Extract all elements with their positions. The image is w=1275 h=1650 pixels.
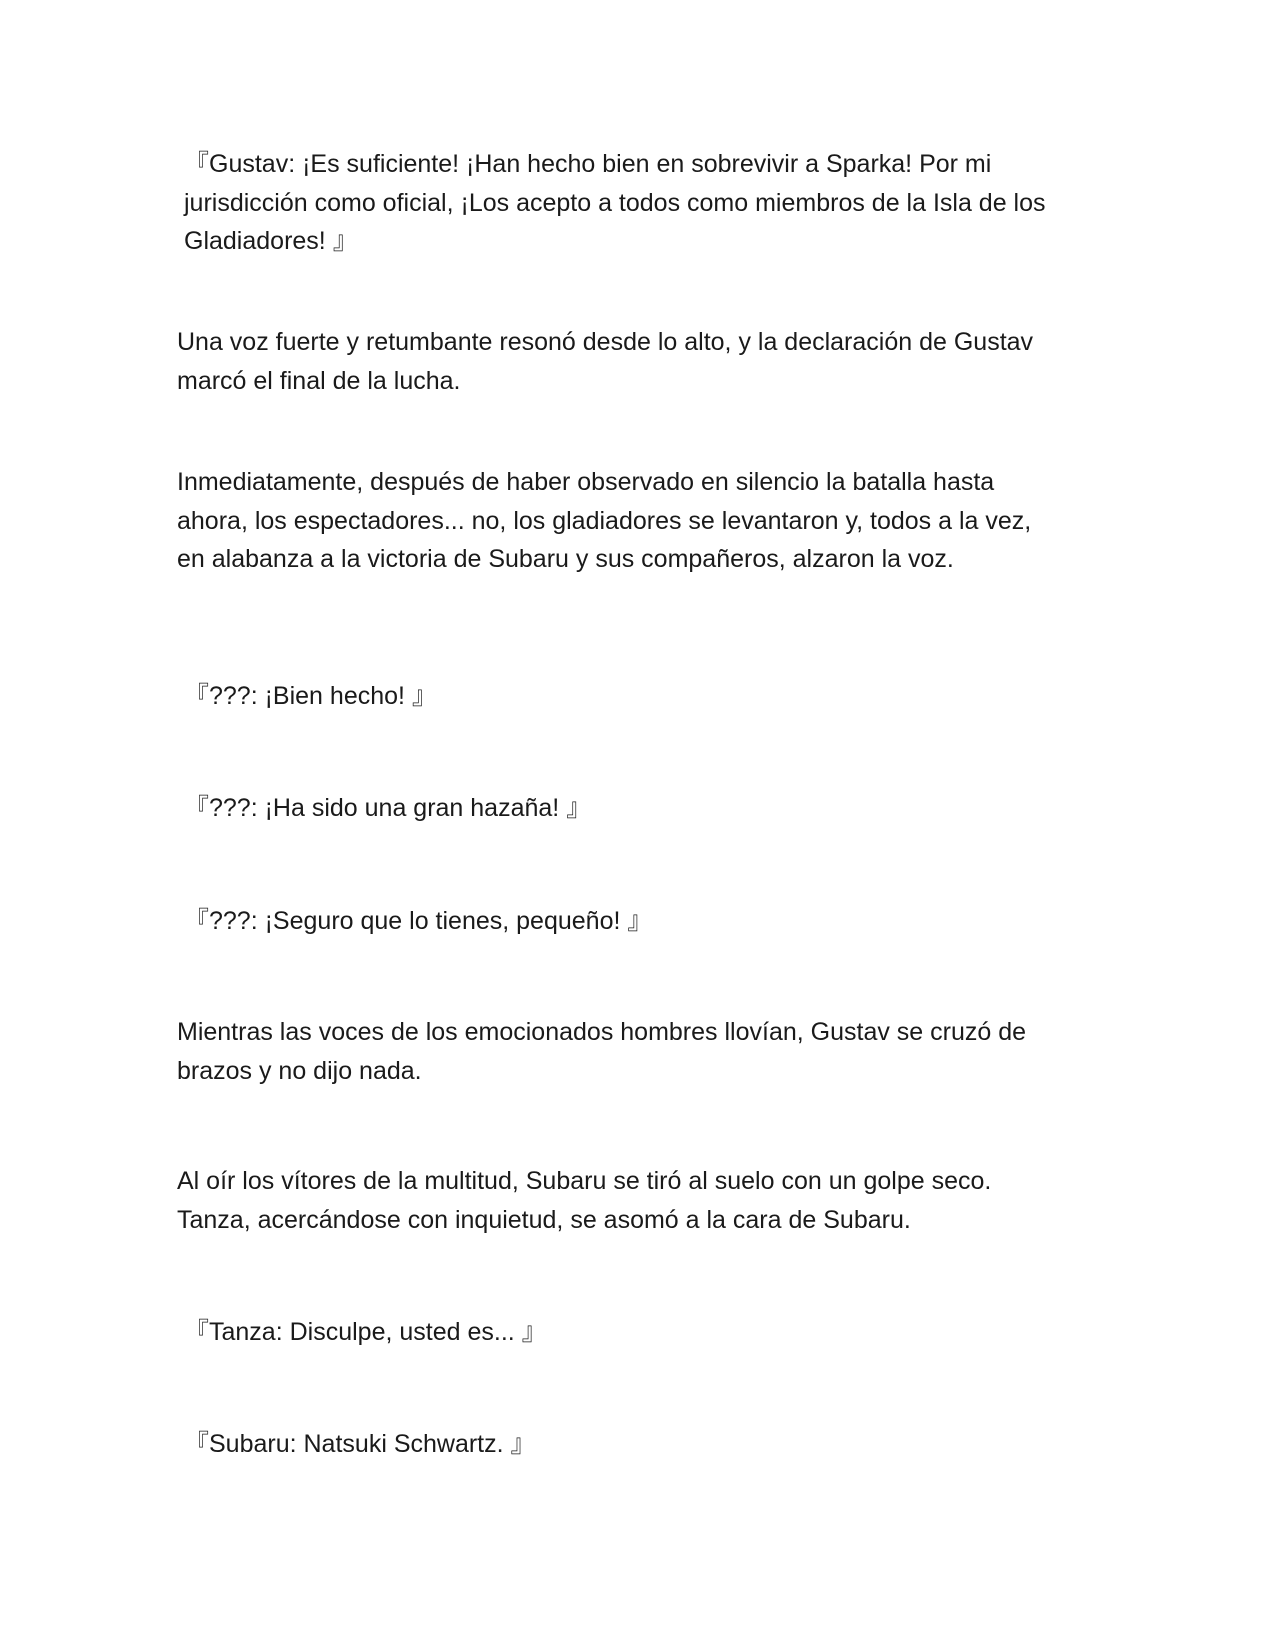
- dialog-subaru: 『Subaru: Natsuki Schwartz. 』: [184, 1430, 536, 1458]
- narration-paragraph: Inmediatamente, después de haber observado en silencio la batalla hasta ahora, los espectadores... no, los gladiadores se levantaron y, todos a la vez, en alabanza a la victoria de Subaru y sus compañeros, alzaron la voz.: [177, 468, 1032, 573]
- dialog-line: 『???: ¡Bien hecho! 』: [184, 682, 437, 710]
- narration-paragraph: Una voz fuerte y retumbante resonó desde lo alto, y la declaración de Gustav marcó el final de la lucha.: [177, 328, 1034, 395]
- dialog-tanza: 『Tanza: Disculpe, usted es... 』: [184, 1318, 547, 1346]
- narration-paragraph: Al oír los vítores de la multitud, Subaru se tiró al suelo con un golpe seco. Tanza, acercándose con inquietud, se asomó a la cara de Subaru.: [177, 1167, 992, 1234]
- dialog-line: 『???: ¡Seguro que lo tienes, pequeño! 』: [184, 907, 653, 935]
- dialog-line: 『???: ¡Ha sido una gran hazaña! 』: [184, 794, 592, 822]
- narration-paragraph: Mientras las voces de los emocionados hombres llovían, Gustav se cruzó de brazos y no dijo nada.: [177, 1018, 1027, 1085]
- dialog-gustav-declaration: 『Gustav: ¡Es suficiente! ¡Han hecho bien en sobrevivir a Sparka! Por mi jurisdicción como oficial, ¡Los acepto a todos como miembros de la Isla de los Gladiadores! 』: [184, 150, 1046, 255]
